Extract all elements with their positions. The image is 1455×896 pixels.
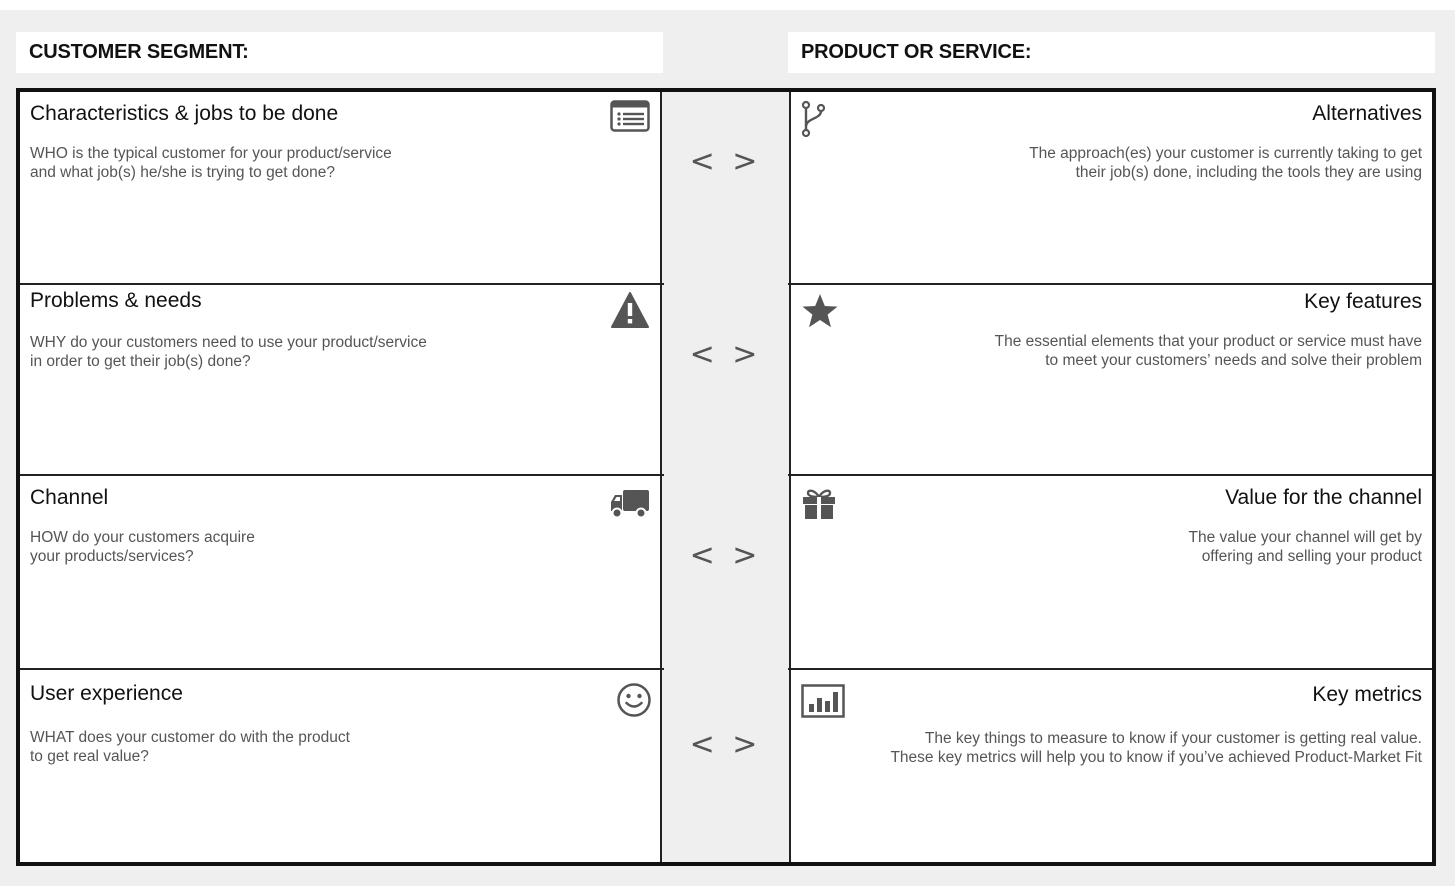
cell-description: The key things to measure to know if your customer is getting real value. These key metrics will help you to know if you’ve achieved Product-Market Fit xyxy=(890,730,1422,766)
cell-title: Problems & needs xyxy=(30,289,202,312)
cell-title: Key features xyxy=(1304,290,1422,313)
connector-arrows: < > xyxy=(689,337,762,372)
product-or-service-header[interactable] xyxy=(788,32,1435,73)
connector-arrows: < > xyxy=(689,144,762,179)
customer-segment-label: CUSTOMER SEGMENT: xyxy=(29,41,249,63)
cell-title: Channel xyxy=(30,486,109,509)
cell-title: User experience xyxy=(30,682,183,705)
cell-description: The value your channel will get by offering and selling your product xyxy=(1188,529,1422,565)
product-or-service-label: PRODUCT OR SERVICE: xyxy=(801,41,1032,63)
cell-description: WHO is the typical customer for your product/service and what job(s) he/she is trying to get done? xyxy=(30,145,392,181)
cell-title: Characteristics & jobs to be done xyxy=(30,102,339,125)
cell-description: HOW do your customers acquire your products/services? xyxy=(30,529,255,565)
connector-arrows: < > xyxy=(689,727,762,762)
cell-description: The approach(es) your customer is currently taking to get their job(s) done, including the tools they are using xyxy=(1029,145,1422,181)
cell-title: Value for the channel xyxy=(1225,486,1422,509)
cell-description: WHAT does your customer do with the product to get real value? xyxy=(30,729,350,765)
customer-segment-header[interactable] xyxy=(16,32,663,73)
cell-description: The essential elements that your product or service must have to meet your customers’ needs and solve their problem xyxy=(994,333,1422,369)
canvas-frame xyxy=(16,88,1436,866)
connector-arrows: < > xyxy=(689,538,762,573)
cell-title: Key metrics xyxy=(1312,683,1422,706)
cell-description: WHY do your customers need to use your product/service in order to get their job(s) done? xyxy=(30,334,427,370)
cell-title: Alternatives xyxy=(1312,102,1422,125)
